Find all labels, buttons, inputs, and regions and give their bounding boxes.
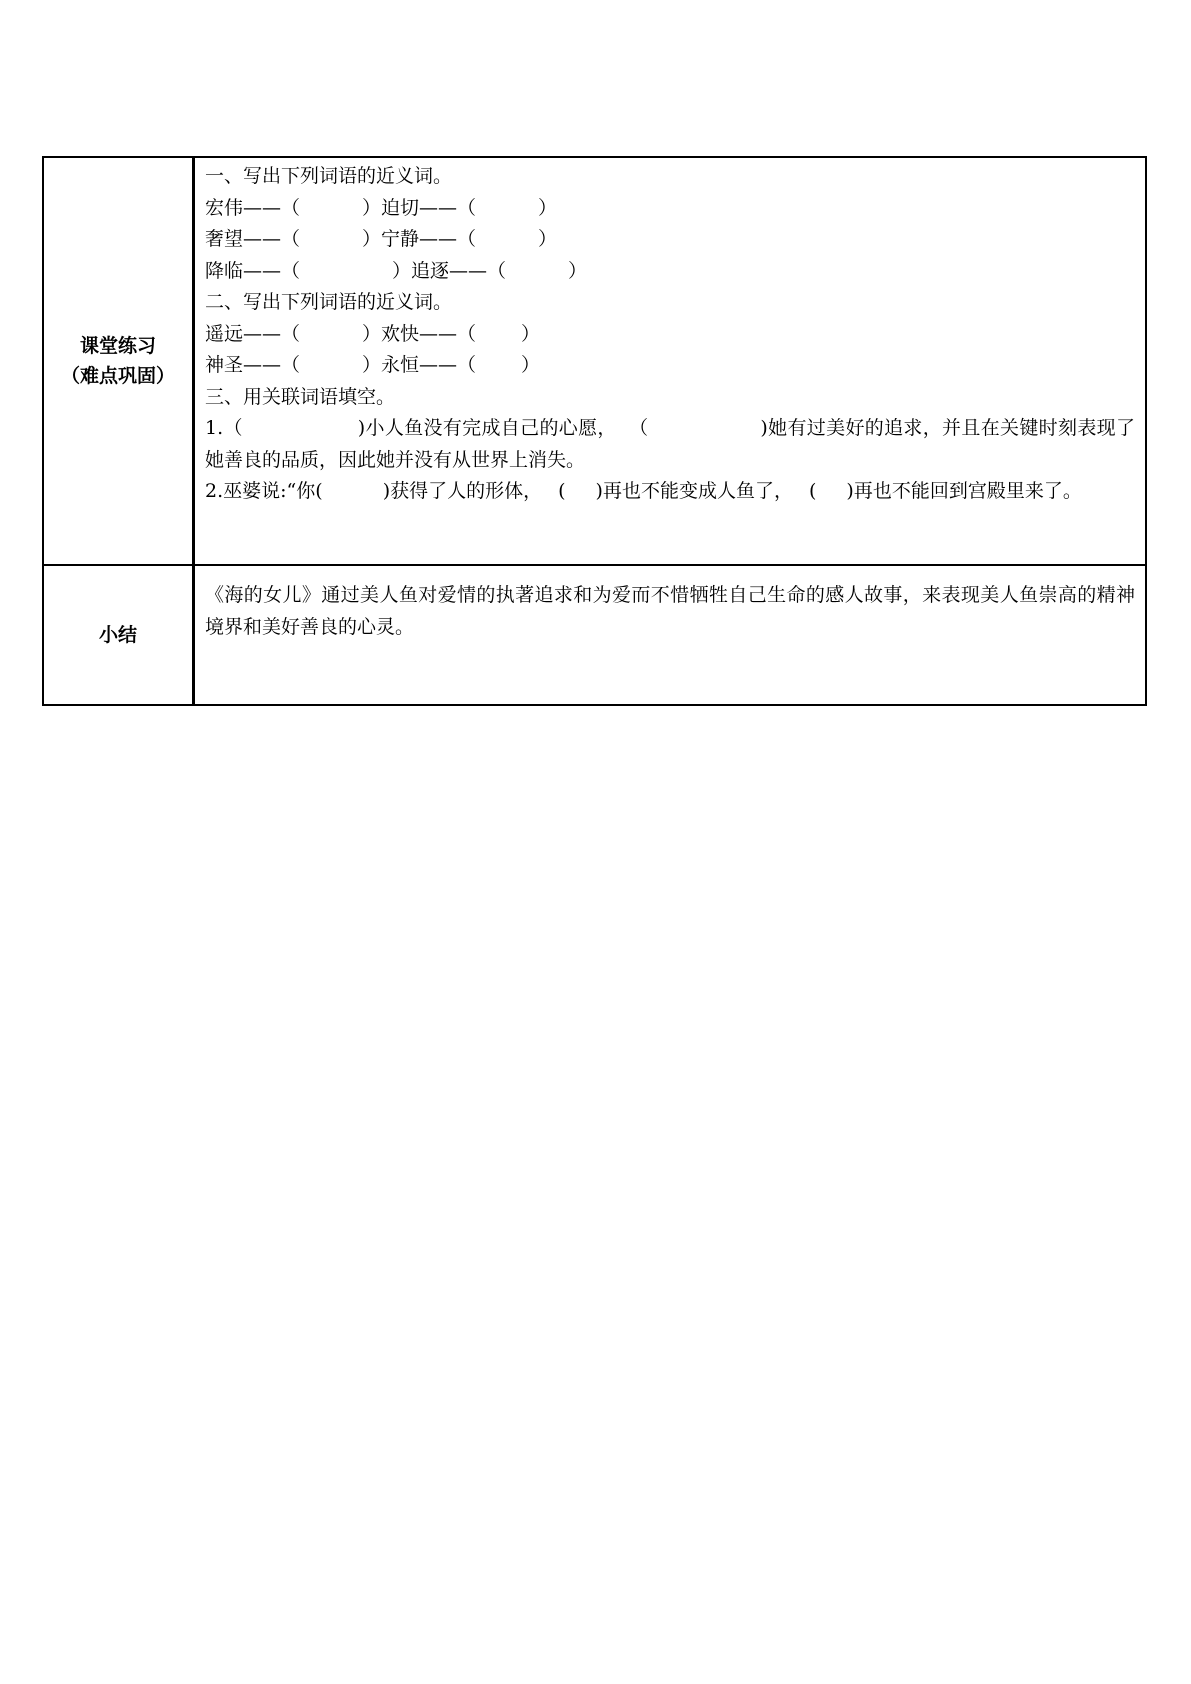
summary-row (43, 565, 1146, 705)
q3-title: 三、用关联词语填空。 (205, 385, 396, 408)
practice-content (194, 157, 1147, 565)
summary-text: 《海的女儿》通过美人鱼对爱情的执著追求和为爱而不惜牺牲自己生命的感人故事，来表现美人鱼崇高的精神境界和美好善良的心灵。 (205, 584, 1135, 638)
q3-sentence-1: 1.（ )小人鱼没有完成自己的心愿， （ )她有过美好的追求，并且在关键时刻表现了她善良的品质，因此她并没有从世界上消失。 (205, 417, 1135, 471)
q3-sentence-2: 2.巫婆说:“你( )获得了人的形体， ( )再也不能变成人鱼了， ( )再也不能回到宫殿里来了。 (205, 480, 1082, 502)
summary-label: 小结 (98, 624, 137, 646)
q1-row-1: 宏伟——（ ）迫切——（ ） (205, 196, 558, 219)
summary-label-cell (43, 565, 194, 705)
q1-row-2: 奢望——（ ）宁静——（ ） (205, 228, 558, 250)
lesson-plan-table (42, 156, 1147, 706)
q1-title: 一、写出下列词语的近义词。 (205, 165, 453, 187)
q1-row-3: 降临——（ ）追逐——（ ） (205, 259, 588, 282)
q2-row-1: 遥远——（ ）欢快——（ ） (205, 322, 541, 345)
q2-title: 二、写出下列词语的近义词。 (205, 291, 453, 313)
practice-label-cell (43, 157, 194, 565)
summary-content (194, 565, 1147, 705)
practice-sublabel: （难点巩固） (60, 365, 175, 387)
q2-row-2: 神圣——（ ）永恒——（ ） (205, 354, 541, 376)
practice-label: 课堂练习 (79, 335, 156, 357)
practice-row (43, 157, 1146, 565)
